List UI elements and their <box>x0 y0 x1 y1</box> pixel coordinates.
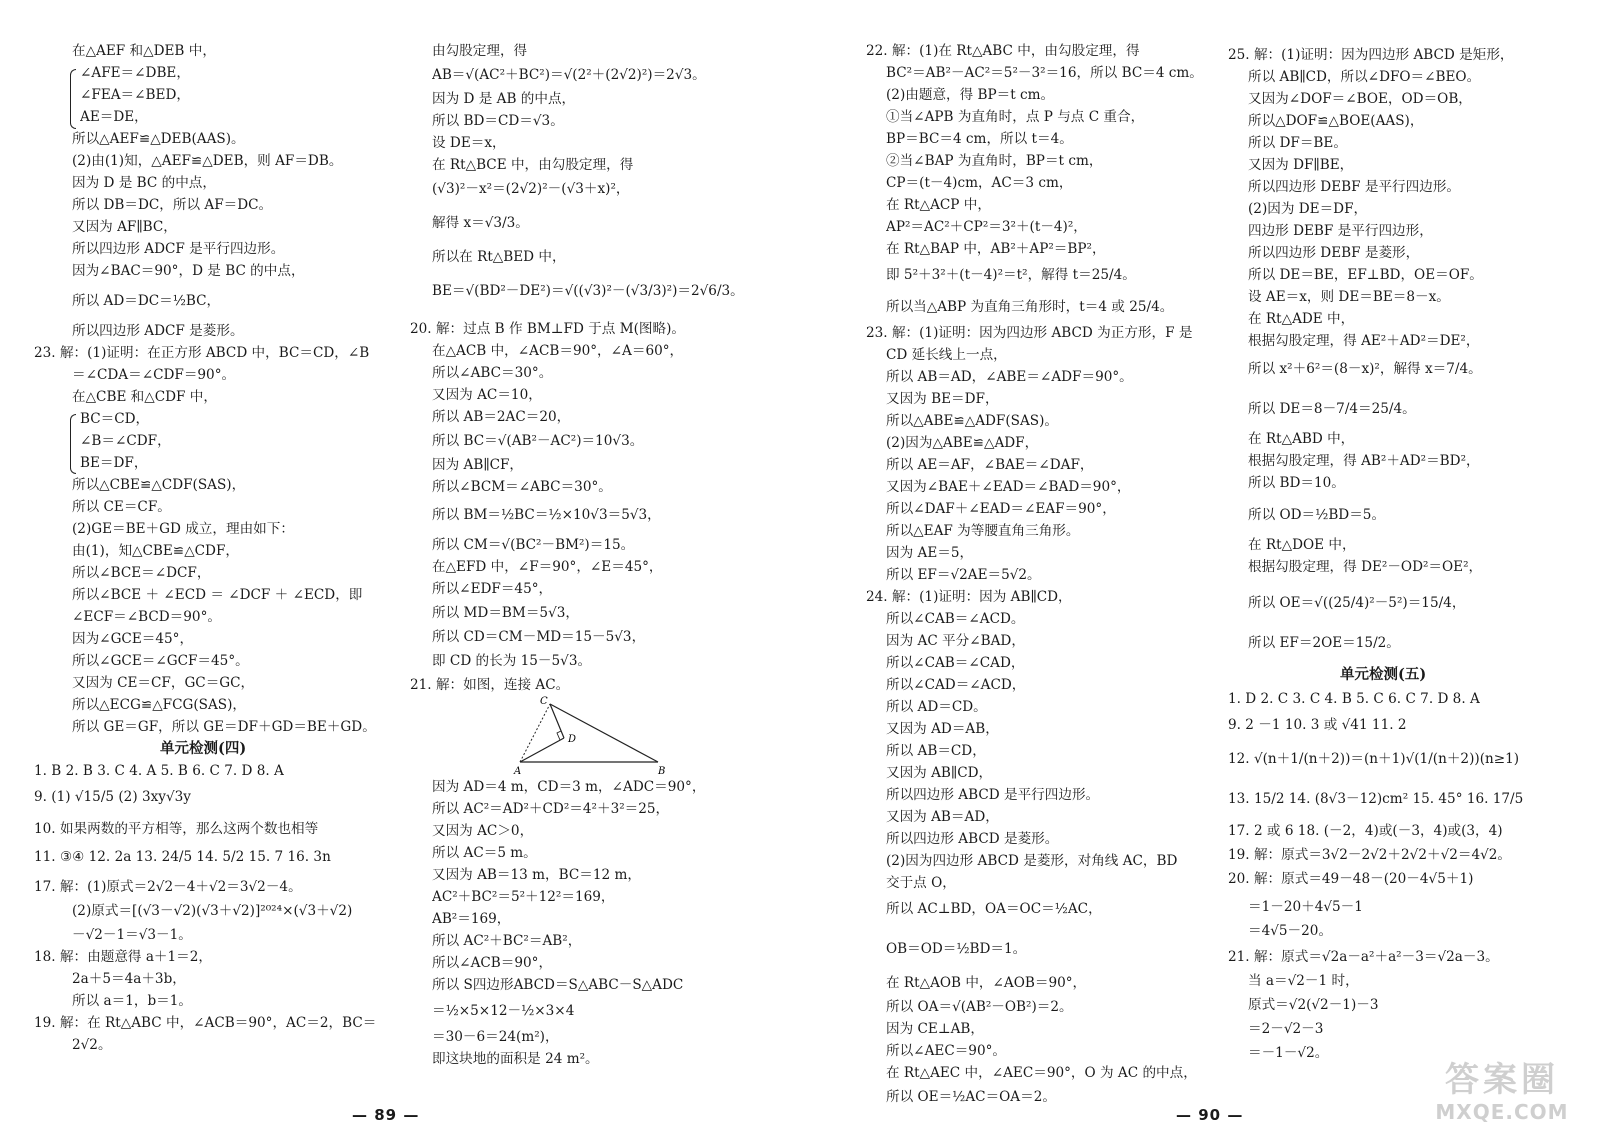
text-line: 在 Rt△BAP 中，AB²＋AP²＝BP²， <box>886 241 1106 257</box>
text-line: 在 Rt△BCE 中，由勾股定理，得 <box>432 157 634 173</box>
text-line: 根据勾股定理，得 DE²－OD²＝OE²， <box>1248 559 1483 575</box>
text-line: 所以∠EDF＝45°， <box>432 581 553 597</box>
text-line: 在 Rt△ABD 中， <box>1248 431 1355 447</box>
text-line: 9. (1) √15/5 (2) 3xy√3y <box>34 789 191 805</box>
text-line: (2)因为 DE＝DF， <box>1248 201 1368 217</box>
text-line: 又因为∠DOF＝∠BOE，OD＝OB， <box>1248 91 1472 107</box>
text-line: 22. 解：(1)在 Rt△ABC 中，由勾股定理，得 <box>866 43 1140 59</box>
text-line: 在 Rt△DOE 中， <box>1248 537 1356 553</box>
text-line: 19. 解：在 Rt△ABC 中，∠ACB＝90°，AC＝2，BC＝ <box>34 1015 377 1031</box>
text-line: 19. 解：原式＝3√2－2√2＋2√2＋√2＝4√2。 <box>1228 847 1512 863</box>
text-line: 所以 AC²＋BC²＝AB²， <box>432 933 582 949</box>
text-line: 所以∠GCE＝∠GCF＝45°。 <box>72 653 249 669</box>
text-line: 所以 AE＝AF，∠BAE＝∠DAF， <box>886 457 1094 473</box>
text-line: 在 Rt△ACP 中， <box>886 197 991 213</box>
text-line: 所以△EAF 为等腰直角三角形。 <box>886 523 1080 539</box>
text-line: 所以∠CAD＝∠ACD， <box>886 677 1026 693</box>
text-line: ∠AFE＝∠DBE， <box>80 65 190 81</box>
text-line: 所以∠BCE ＋ ∠ECD ＝ ∠DCF ＋ ∠ECD，即 <box>72 587 363 603</box>
text-line: ①当∠APB 为直角时，点 P 与点 C 重合， <box>886 109 1145 125</box>
text-line: 所以四边形 ADCF 是菱形。 <box>72 323 244 339</box>
text-line: 所以 AB＝AD，∠ABE＝∠ADF＝90°。 <box>886 369 1133 385</box>
text-line: 20. 解：原式＝49－48－(20－4√5＋1) <box>1228 871 1474 887</box>
text-line: 原式＝√2(√2－1)－3 <box>1248 997 1379 1013</box>
text-line: ＝½×5×12－½×3×4 <box>432 1003 575 1019</box>
text-line: 1. B 2. B 3. C 4. A 5. B 6. C 7. D 8. A <box>34 763 284 779</box>
text-line: 18. 解：由题意得 a＋1＝2， <box>34 949 213 965</box>
text-line: 2√2。 <box>72 1037 112 1053</box>
text-line: 因为 CE⊥AB， <box>886 1021 985 1037</box>
text-line: 又因为 AB∥CD， <box>886 765 993 781</box>
text-line: 又因为 AB＝13 m，BC＝12 m， <box>432 867 641 883</box>
text-line: －√2－1＝√3－1。 <box>72 927 192 943</box>
text-line: 21. 解：如图，连接 AC。 <box>410 677 570 693</box>
text-line: 所以 AC⊥BD，OA＝OC＝½AC， <box>886 901 1102 917</box>
text-line: 所以 AB＝CD， <box>886 743 986 759</box>
text-line: 又因为 BE＝DF， <box>886 391 999 407</box>
text-line: ＝∠CDA＝∠CDF＝90°。 <box>72 367 236 383</box>
text-line: BC＝CD， <box>80 411 150 427</box>
text-line: 所以 AB＝2AC＝20， <box>432 409 571 425</box>
page-number-right: — 90 — <box>1176 1106 1244 1124</box>
section-heading: 单元检测(四) <box>160 740 247 757</box>
text-line: 根据勾股定理，得 AB²＋AD²＝BD²， <box>1248 453 1480 469</box>
text-line: 因为 AE＝5， <box>886 545 974 561</box>
right-angle-mark <box>557 731 561 740</box>
text-line: 因为 AB∥CF， <box>432 457 524 473</box>
text-line: 所以 AC²＝AD²＋CD²＝4²＋3²＝25， <box>432 801 670 817</box>
text-line: 在△AEF 和△DEB 中， <box>72 43 216 59</box>
label-b: B <box>658 766 666 776</box>
watermark-url: MXQE.COM <box>1435 1100 1569 1124</box>
text-line: 所以 CM＝√(BC²－BM²)＝15。 <box>432 537 635 553</box>
text-line: 又因为 AC＝10， <box>432 387 542 403</box>
text-line: 所以 OA＝√(AB²－OB²)＝2。 <box>886 999 1073 1015</box>
text-line: 23. 解：(1)证明：因为四边形 ABCD 为正方形，F 是 <box>866 325 1193 341</box>
text-line: 因为 AC 平分∠BAD， <box>886 633 1025 649</box>
text-line: 在 Rt△AOB 中，∠AOB＝90°， <box>886 975 1087 991</box>
text-line: 所以 AD＝DC＝½BC， <box>72 293 221 309</box>
text-line: 由勾股定理，得 <box>432 43 528 59</box>
label-c: C <box>540 696 548 707</box>
text-line: 所以 OE＝√((25/4)²－5²)＝15/4， <box>1248 595 1466 611</box>
text-line: ＝－1－√2。 <box>1248 1045 1329 1061</box>
text-line: 所以四边形 ABCD 是菱形。 <box>886 831 1059 847</box>
text-line: 20. 解：过点 B 作 BM⊥FD 于点 M(图略)。 <box>410 321 686 337</box>
text-line: ＝30－6＝24(m²)， <box>432 1029 559 1045</box>
text-line: 即这块地的面积是 24 m²。 <box>432 1051 599 1067</box>
text-line: 11. ③④ 12. 2a 13. 24/5 14. 5/2 15. 7 16. 3n <box>34 849 331 865</box>
text-line: CD 延长线上一点， <box>886 347 1007 363</box>
text-line: BC²＝AB²－AC²＝5²－3²＝16，所以 BC＝4 cm。 <box>886 65 1203 81</box>
page-number-left: — 89 — <box>352 1106 420 1124</box>
text-line: 所以 DE＝8－7/4＝25/4。 <box>1248 401 1416 417</box>
text-line: BE＝√(BD²－DE²)＝√((√3)²－(√3/3)²)＝2√6/3。 <box>432 283 744 299</box>
text-line: 12. √(n＋1/(n＋2))＝(n＋1)√(1/(n＋2))(n≥1) <box>1228 751 1520 767</box>
text-line: AP²＝AC²＋CP²＝3²＋(t－4)²， <box>886 219 1087 235</box>
text-line: 17. 2 或 6 18. (－2，4)或(－3，4)或(3，4) <box>1228 823 1503 839</box>
text-line: BP＝BC＝4 cm，所以 t＝4。 <box>886 131 1073 147</box>
text-line: OB＝OD＝½BD＝1。 <box>886 941 1027 957</box>
text-line: 在△EFD 中，∠F＝90°，∠E＝45°， <box>432 559 663 575</box>
text-line: AC²＋BC²＝5²＋12²＝169， <box>432 889 615 905</box>
text-line: 又因为 AD＝AB， <box>886 721 999 737</box>
text-line: 所以 AC＝5 m。 <box>432 845 537 861</box>
text-line: 又因为 DF∥BE， <box>1248 157 1354 173</box>
text-line: 所以 CE＝CF。 <box>72 499 171 515</box>
text-line: 9. 2 －1 10. 3 或 √41 11. 2 <box>1228 717 1407 733</box>
text-line: 所以 EF＝2OE＝15/2。 <box>1248 635 1400 651</box>
text-line: ∠FEA＝∠BED， <box>80 87 190 103</box>
text-line: (2)GE＝BE＋GD 成立，理由如下： <box>72 521 294 537</box>
label-d: D <box>568 734 577 745</box>
text-line: BE＝DF， <box>80 455 148 471</box>
text-line: 在 Rt△ADE 中， <box>1248 311 1355 327</box>
text-line: AB＝√(AC²＋BC²)＝√(2²＋(2√2)²)＝2√3。 <box>432 67 706 83</box>
text-line: 所以当△ABP 为直角三角形时，t＝4 或 25/4。 <box>886 299 1174 315</box>
text-line: (2)因为△ABE≌△ADF， <box>886 435 1039 451</box>
text-line: (2)由(1)知，△AEF≌△DEB，则 AF＝DB。 <box>72 153 343 169</box>
text-line: 又因为 AC＞0， <box>432 823 534 839</box>
text-line: 所以四边形 ADCF 是平行四边形。 <box>72 241 285 257</box>
text-line: 25. 解：(1)证明：因为四边形 ABCD 是矩形， <box>1228 47 1514 63</box>
text-line: 17. 解：(1)原式＝2√2－4＋√2＝3√2－4。 <box>34 879 302 895</box>
text-line: (2)因为四边形 ABCD 是菱形，对角线 AC，BD <box>886 853 1178 869</box>
text-line: 所以 AB∥CD，所以∠DFO＝∠BEO。 <box>1248 69 1481 85</box>
text-line: 所以△CBE≌△CDF(SAS)， <box>72 477 246 493</box>
text-line: 因为 D 是 AB 的中点， <box>432 91 576 107</box>
text-line: 所以△AEF≌△DEB(AAS)。 <box>72 131 245 147</box>
text-line: 所以四边形 DEBF 是平行四边形。 <box>1248 179 1461 195</box>
text-line: 所以 BC＝√(AB²－AC²)＝10√3。 <box>432 433 644 449</box>
text-line: 即 CD 的长为 15－5√3。 <box>432 653 592 669</box>
text-line: 所以△ABE≌△ADF(SAS)。 <box>886 413 1059 429</box>
text-line: 由(1)，知△CBE≌△CDF， <box>72 543 239 559</box>
text-line: (√3)²－x²＝(2√2)²－(√3＋x)²， <box>432 181 630 197</box>
text-line: 所以 CD＝CM－MD＝15－5√3， <box>432 629 646 645</box>
text-line: 1. D 2. C 3. C 4. B 5. C 6. C 7. D 8. A <box>1228 691 1480 707</box>
text-line: ∠ECF＝∠BCD＝90°。 <box>72 609 221 625</box>
text-line: 又因为 AB＝AD， <box>886 809 999 825</box>
text-line: 交于点 O， <box>886 875 956 891</box>
text-line: 又因为 CE＝CF，GC＝GC， <box>72 675 255 691</box>
text-line: 所以∠BCM＝∠ABC＝30°。 <box>432 479 612 495</box>
text-line: 13. 15/2 14. (8√3－12)cm² 15. 45° 16. 17/5 <box>1228 791 1524 807</box>
quadrilateral-figure <box>512 694 672 776</box>
text-line: 所以 BM＝½BC＝½×10√3＝5√3， <box>432 507 661 523</box>
text-line: ∠B＝∠CDF， <box>80 433 171 449</box>
text-line: 2a＋5＝4a＋3b， <box>72 971 186 987</box>
text-line: 因为 D 是 BC 的中点， <box>72 175 216 191</box>
brace <box>70 69 76 129</box>
text-line: 所以∠AEC＝90°。 <box>886 1043 1007 1059</box>
text-line: AB²＝169， <box>432 911 511 927</box>
text-line: 所以∠CAB＝∠ACD。 <box>886 611 1025 627</box>
text-line: 所以 OE＝½AC＝OA＝2。 <box>886 1089 1056 1105</box>
figure-line-bc <box>550 704 658 762</box>
text-line: 四边形 DEBF 是平行四边形， <box>1248 223 1433 239</box>
text-line: 设 DE＝x， <box>432 135 506 151</box>
text-line: 在 Rt△AEC 中，∠AEC＝90°，O 为 AC 的中点， <box>886 1065 1197 1081</box>
text-line: CP＝(t－4)cm，AC＝3 cm， <box>886 175 1073 191</box>
text-line: 所以 MD＝BM＝5√3， <box>432 605 579 621</box>
text-line: 所以∠BCE＝∠DCF， <box>72 565 211 581</box>
text-line: 所以 x²＋6²＝(8－x)²，解得 x＝7/4。 <box>1248 361 1482 377</box>
text-line: 所以 S四边形ABCD＝S△ABC－S△ADC <box>432 977 684 993</box>
text-line: 所以∠ABC＝30°。 <box>432 365 553 381</box>
text-line: (2)原式＝[(√3－√2)(√3＋√2)]²⁰²⁴×(√3＋√2) <box>72 903 353 919</box>
text-line: 又因为∠BAE＋∠EAD＝∠BAD＝90°， <box>886 479 1131 495</box>
text-line: 21. 解：原式＝√2a－a²＋a²－3＝√2a－3。 <box>1228 949 1499 965</box>
watermark <box>1422 1060 1582 1130</box>
text-line: 因为∠GCE＝45°， <box>72 631 194 647</box>
text-line: 所以四边形 DEBF 是菱形， <box>1248 245 1420 261</box>
text-line: 所以∠CAB＝∠CAD， <box>886 655 1025 671</box>
text-line: AE＝DE， <box>80 109 148 125</box>
text-line: 设 AE＝x，则 DE＝BE＝8－x。 <box>1248 289 1450 305</box>
text-line: 因为 AD＝4 m，CD＝3 m，∠ADC＝90°， <box>432 779 706 795</box>
text-line: 23. 解：(1)证明：在正方形 ABCD 中，BC＝CD，∠B <box>34 345 370 361</box>
text-line: 所以△ECG≌△FCG(SAS)， <box>72 697 247 713</box>
text-line: ＝4√5－20。 <box>1248 923 1333 939</box>
label-a: A <box>514 766 522 776</box>
text-line: 所以 OD＝½BD＝5。 <box>1248 507 1386 523</box>
text-line: 10. 如果两数的平方相等，那么这两个数也相等 <box>34 821 319 837</box>
text-line: 又因为 AF∥BC， <box>72 219 177 235</box>
text-line: 所以∠ACB＝90°， <box>432 955 553 971</box>
text-line: 所以 DF＝BE。 <box>1248 135 1347 151</box>
text-line: 所以在 Rt△BED 中， <box>432 249 566 265</box>
text-line: 所以四边形 ABCD 是平行四边形。 <box>886 787 1100 803</box>
text-line: 所以∠DAF＋∠EAD＝∠EAF＝90°， <box>886 501 1116 517</box>
section-heading: 单元检测(五) <box>1340 666 1427 683</box>
text-line: 根据勾股定理，得 AE²＋AD²＝DE²， <box>1248 333 1480 349</box>
text-line: 即 5²＋3²＋(t－4)²＝t²，解得 t＝25/4。 <box>886 267 1136 283</box>
text-line: 因为∠BAC＝90°，D 是 BC 的中点， <box>72 263 305 279</box>
brace <box>70 414 76 474</box>
text-line: 所以 BD＝10。 <box>1248 475 1345 491</box>
text-line: 在△CBE 和△CDF 中， <box>72 389 217 405</box>
watermark-logo: 答案圈 <box>1445 1060 1559 1100</box>
text-line: 在△ACB 中，∠ACB＝90°，∠A＝60°， <box>432 343 684 359</box>
text-line: 所以 EF＝√2AE＝5√2。 <box>886 567 1041 583</box>
text-line: 所以△DOF≌△BOE(AAS)， <box>1248 113 1424 129</box>
text-line: 所以 DB＝DC，所以 AF＝DC。 <box>72 197 273 213</box>
text-line: 所以 AD＝CD。 <box>886 699 987 715</box>
text-line: 解得 x＝√3/3。 <box>432 215 529 231</box>
text-line: 所以 BD＝CD＝√3。 <box>432 113 564 129</box>
text-line: ＝1－20＋4√5－1 <box>1248 899 1363 915</box>
text-line: (2)由题意，得 BP＝t cm。 <box>886 87 1055 103</box>
text-line: ＝2－√2－3 <box>1248 1021 1324 1037</box>
text-line: 所以 DE＝BE，EF⊥BD，OE＝OF。 <box>1248 267 1483 283</box>
text-line: ②当∠BAP 为直角时，BP＝t cm， <box>886 153 1103 169</box>
text-line: 所以 a＝1，b＝1。 <box>72 993 192 1009</box>
text-line: 24. 解：(1)证明：因为 AB∥CD， <box>866 589 1072 605</box>
text-line: 当 a＝√2－1 时， <box>1248 973 1359 989</box>
text-line: 所以 GE＝GF，所以 GE＝DF＋GD＝BE＋GD。 <box>72 719 376 735</box>
